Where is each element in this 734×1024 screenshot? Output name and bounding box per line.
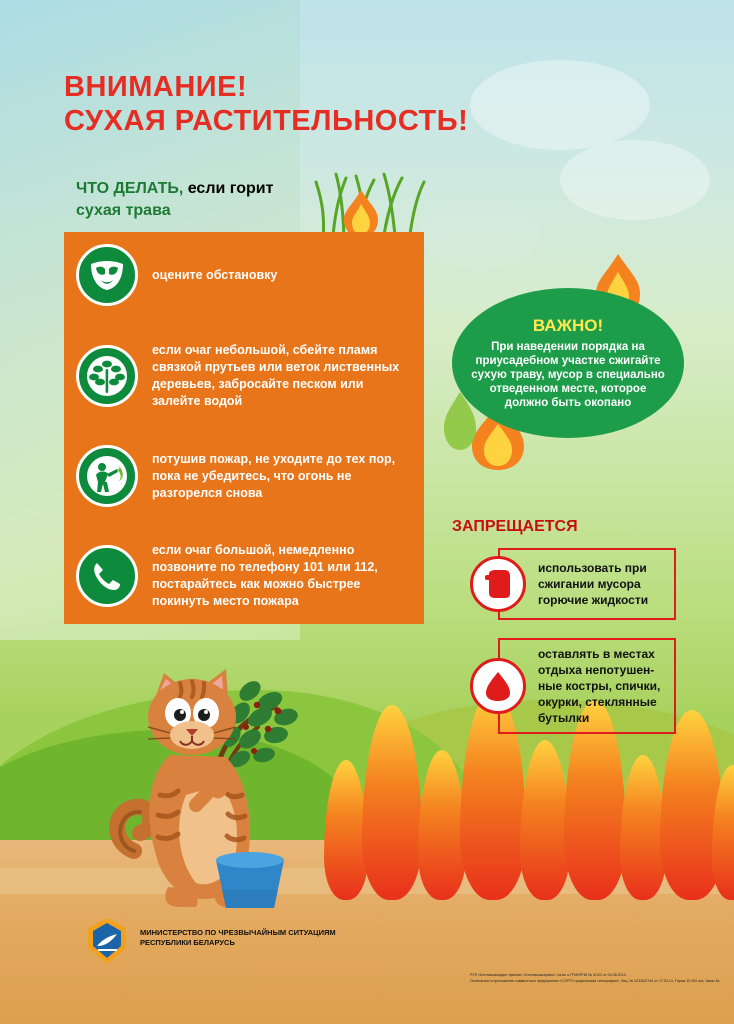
instruction-row bbox=[64, 328, 424, 424]
mask-icon bbox=[76, 244, 138, 306]
fineprint-line-2: Отпечатано в приложение совместного предприятия «СОРТО графическая типография», Лиц. № 02330/0744 от 17.03.14. Тираж 10 000 экз. Заказ № bbox=[470, 979, 720, 983]
instruction-row bbox=[64, 232, 424, 318]
smoke-cloud-icon bbox=[560, 140, 710, 220]
smoke-cloud-icon bbox=[420, 200, 540, 270]
ministry-logo-icon bbox=[84, 916, 130, 966]
ban-text: оставлять в местах отдыха непотушен-ные костры, спички, окурки, стеклянные бутылки bbox=[538, 647, 661, 725]
important-callout bbox=[452, 288, 684, 438]
title-line-1: ВНИМАНИЕ! bbox=[64, 71, 248, 103]
ban-text: использовать при сжигании мусора горючие жидкости bbox=[538, 561, 649, 607]
branch-icon bbox=[76, 345, 138, 407]
bucket-illustration bbox=[208, 838, 292, 910]
instruction-text: оцените обстановку bbox=[152, 267, 278, 282]
ministry-line-2: РЕСПУБЛИКИ БЕЛАРУСЬ bbox=[140, 938, 235, 947]
instruction-text: если очаг большой, немедленно позвоните по телефону 101 или 112, постарайтесь как можно быстрее покинуть место пожара bbox=[152, 543, 378, 608]
subtitle-black: если горит bbox=[183, 180, 274, 197]
instructions-panel bbox=[64, 232, 424, 624]
important-text: При наведении порядка на приусадебном участке сжигайте сухую траву, мусор в специально отведенном месте, которое должно быть окопано bbox=[471, 341, 665, 409]
instruction-row bbox=[64, 528, 424, 624]
fineprint bbox=[470, 972, 725, 984]
subtitle-green: ЧТО ДЕЛАТЬ, bbox=[76, 180, 184, 197]
title-line-2: СУХАЯ РАСТИТЕЛЬНОСТЬ! bbox=[64, 105, 469, 137]
fineprint-line-1: РУП «Белтаможиздат» филиал «Белтаможсервис» Св-во о ГРИИРПИ № 3/122 от 04.08.2014. bbox=[470, 973, 627, 977]
ban-item bbox=[498, 548, 676, 620]
ministry-line-1: МИНИСТЕРСТВО ПО ЧРЕЗВЫЧАЙНЫМ СИТУАЦИЯМ bbox=[140, 928, 336, 937]
person-fire-icon bbox=[76, 445, 138, 507]
ban-item bbox=[498, 638, 676, 734]
subtitle-line2: сухая трава bbox=[76, 202, 171, 219]
subtitle bbox=[76, 178, 376, 222]
canister-icon bbox=[470, 556, 526, 612]
ban-section-title: ЗАПРЕЩАЕТСЯ bbox=[452, 518, 578, 535]
ministry-caption bbox=[140, 928, 336, 948]
important-title: ВАЖНО! bbox=[532, 316, 604, 335]
instruction-text: если очаг небольшой, сбейте пламя связкой прутьев или веток лиственных деревьев, забросайте песком или залейте водой bbox=[152, 343, 400, 408]
smoke-cloud-icon bbox=[470, 60, 650, 150]
flame-drop-icon bbox=[470, 658, 526, 714]
poster-title bbox=[64, 70, 468, 138]
phone-icon bbox=[76, 545, 138, 607]
instruction-row bbox=[64, 434, 424, 518]
instruction-text: потушив пожар, не уходите до тех пор, пока не убедитесь, что огонь не разгорелся снова bbox=[152, 451, 396, 500]
